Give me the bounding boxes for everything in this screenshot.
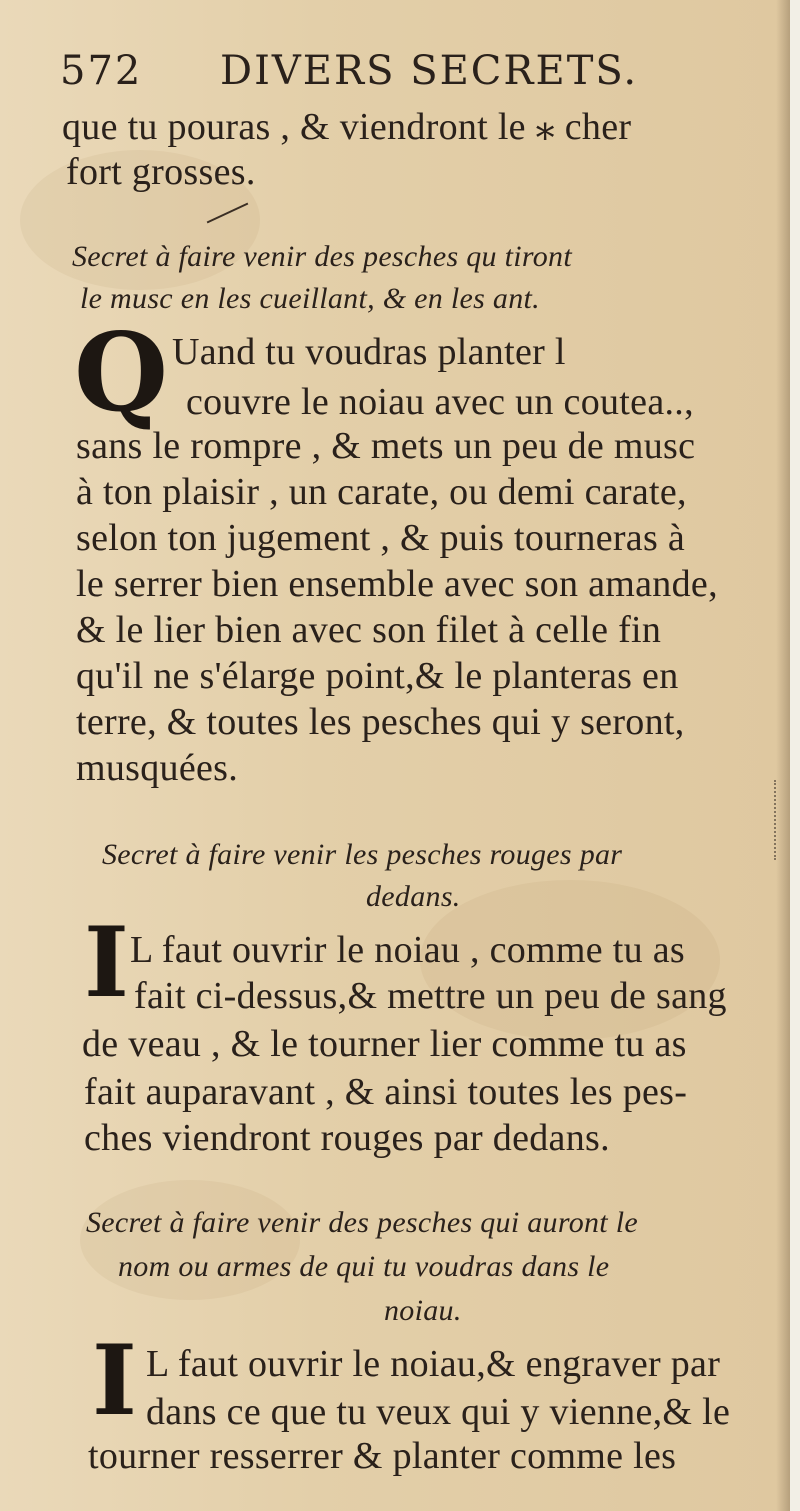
drop-cap: I — [92, 1324, 137, 1437]
section-title: Secret à faire venir les pesches rouges par — [102, 838, 623, 871]
text-line: L faut ouvrir le noiau , comme tu as — [130, 929, 685, 971]
text-line: fort grosses. — [66, 151, 256, 193]
text-line: que tu pouras , & viendront le ⁎ cher — [62, 106, 632, 148]
margin-marks — [774, 780, 786, 860]
text-line: L faut ouvrir le noiau,& engraver par — [146, 1343, 721, 1385]
text-line: le serrer bien ensemble avec son amande, — [76, 563, 718, 605]
drop-cap: Q — [74, 310, 169, 436]
text-line: à ton plaisir , un carate, ou demi carate, — [76, 471, 687, 513]
text-line: musquées. — [76, 747, 239, 789]
drop-cap: I — [84, 906, 129, 1019]
text-line: fait auparavant , & ainsi toutes les pes- — [84, 1071, 688, 1113]
text-line: selon ton jugement , & puis tourneras à — [76, 517, 686, 559]
text-line: qu'il ne s'élarge point,& le planteras en — [76, 655, 679, 697]
page-number: 572 — [60, 48, 143, 94]
section-title: Secret à faire venir des pesches qui auront le — [86, 1206, 638, 1239]
running-title: DIVERS SECRETS. — [220, 48, 639, 94]
section-title: le musc en les cueillant, & en les ant. — [80, 282, 540, 315]
section-title: dedans. — [366, 880, 461, 913]
text-line: couvre le noiau avec un coutea.., — [186, 381, 694, 423]
text-line: sans le rompre , & mets un peu de musc — [76, 425, 696, 467]
section-title: nom ou armes de qui tu voudras dans le — [118, 1250, 610, 1283]
text-line: & le lier bien avec son filet à celle fin — [76, 609, 662, 651]
section-title: noiau. — [384, 1294, 462, 1327]
text-line: Uand tu voudras planter l — [172, 331, 566, 373]
text-line: tourner resserrer & planter comme les — [88, 1435, 677, 1477]
text-line: dans ce que tu veux qui y vienne,& le — [146, 1391, 731, 1433]
section-title: Secret à faire venir des pesches qu tiront — [72, 240, 572, 273]
text-line: de veau , & le tourner lier comme tu as — [82, 1023, 687, 1065]
text-line: fait ci-dessus,& mettre un peu de sang — [134, 975, 727, 1017]
text-line: terre, & toutes les pesches qui y seront, — [76, 701, 685, 743]
text-line: ches viendront rouges par dedans. — [84, 1117, 610, 1159]
